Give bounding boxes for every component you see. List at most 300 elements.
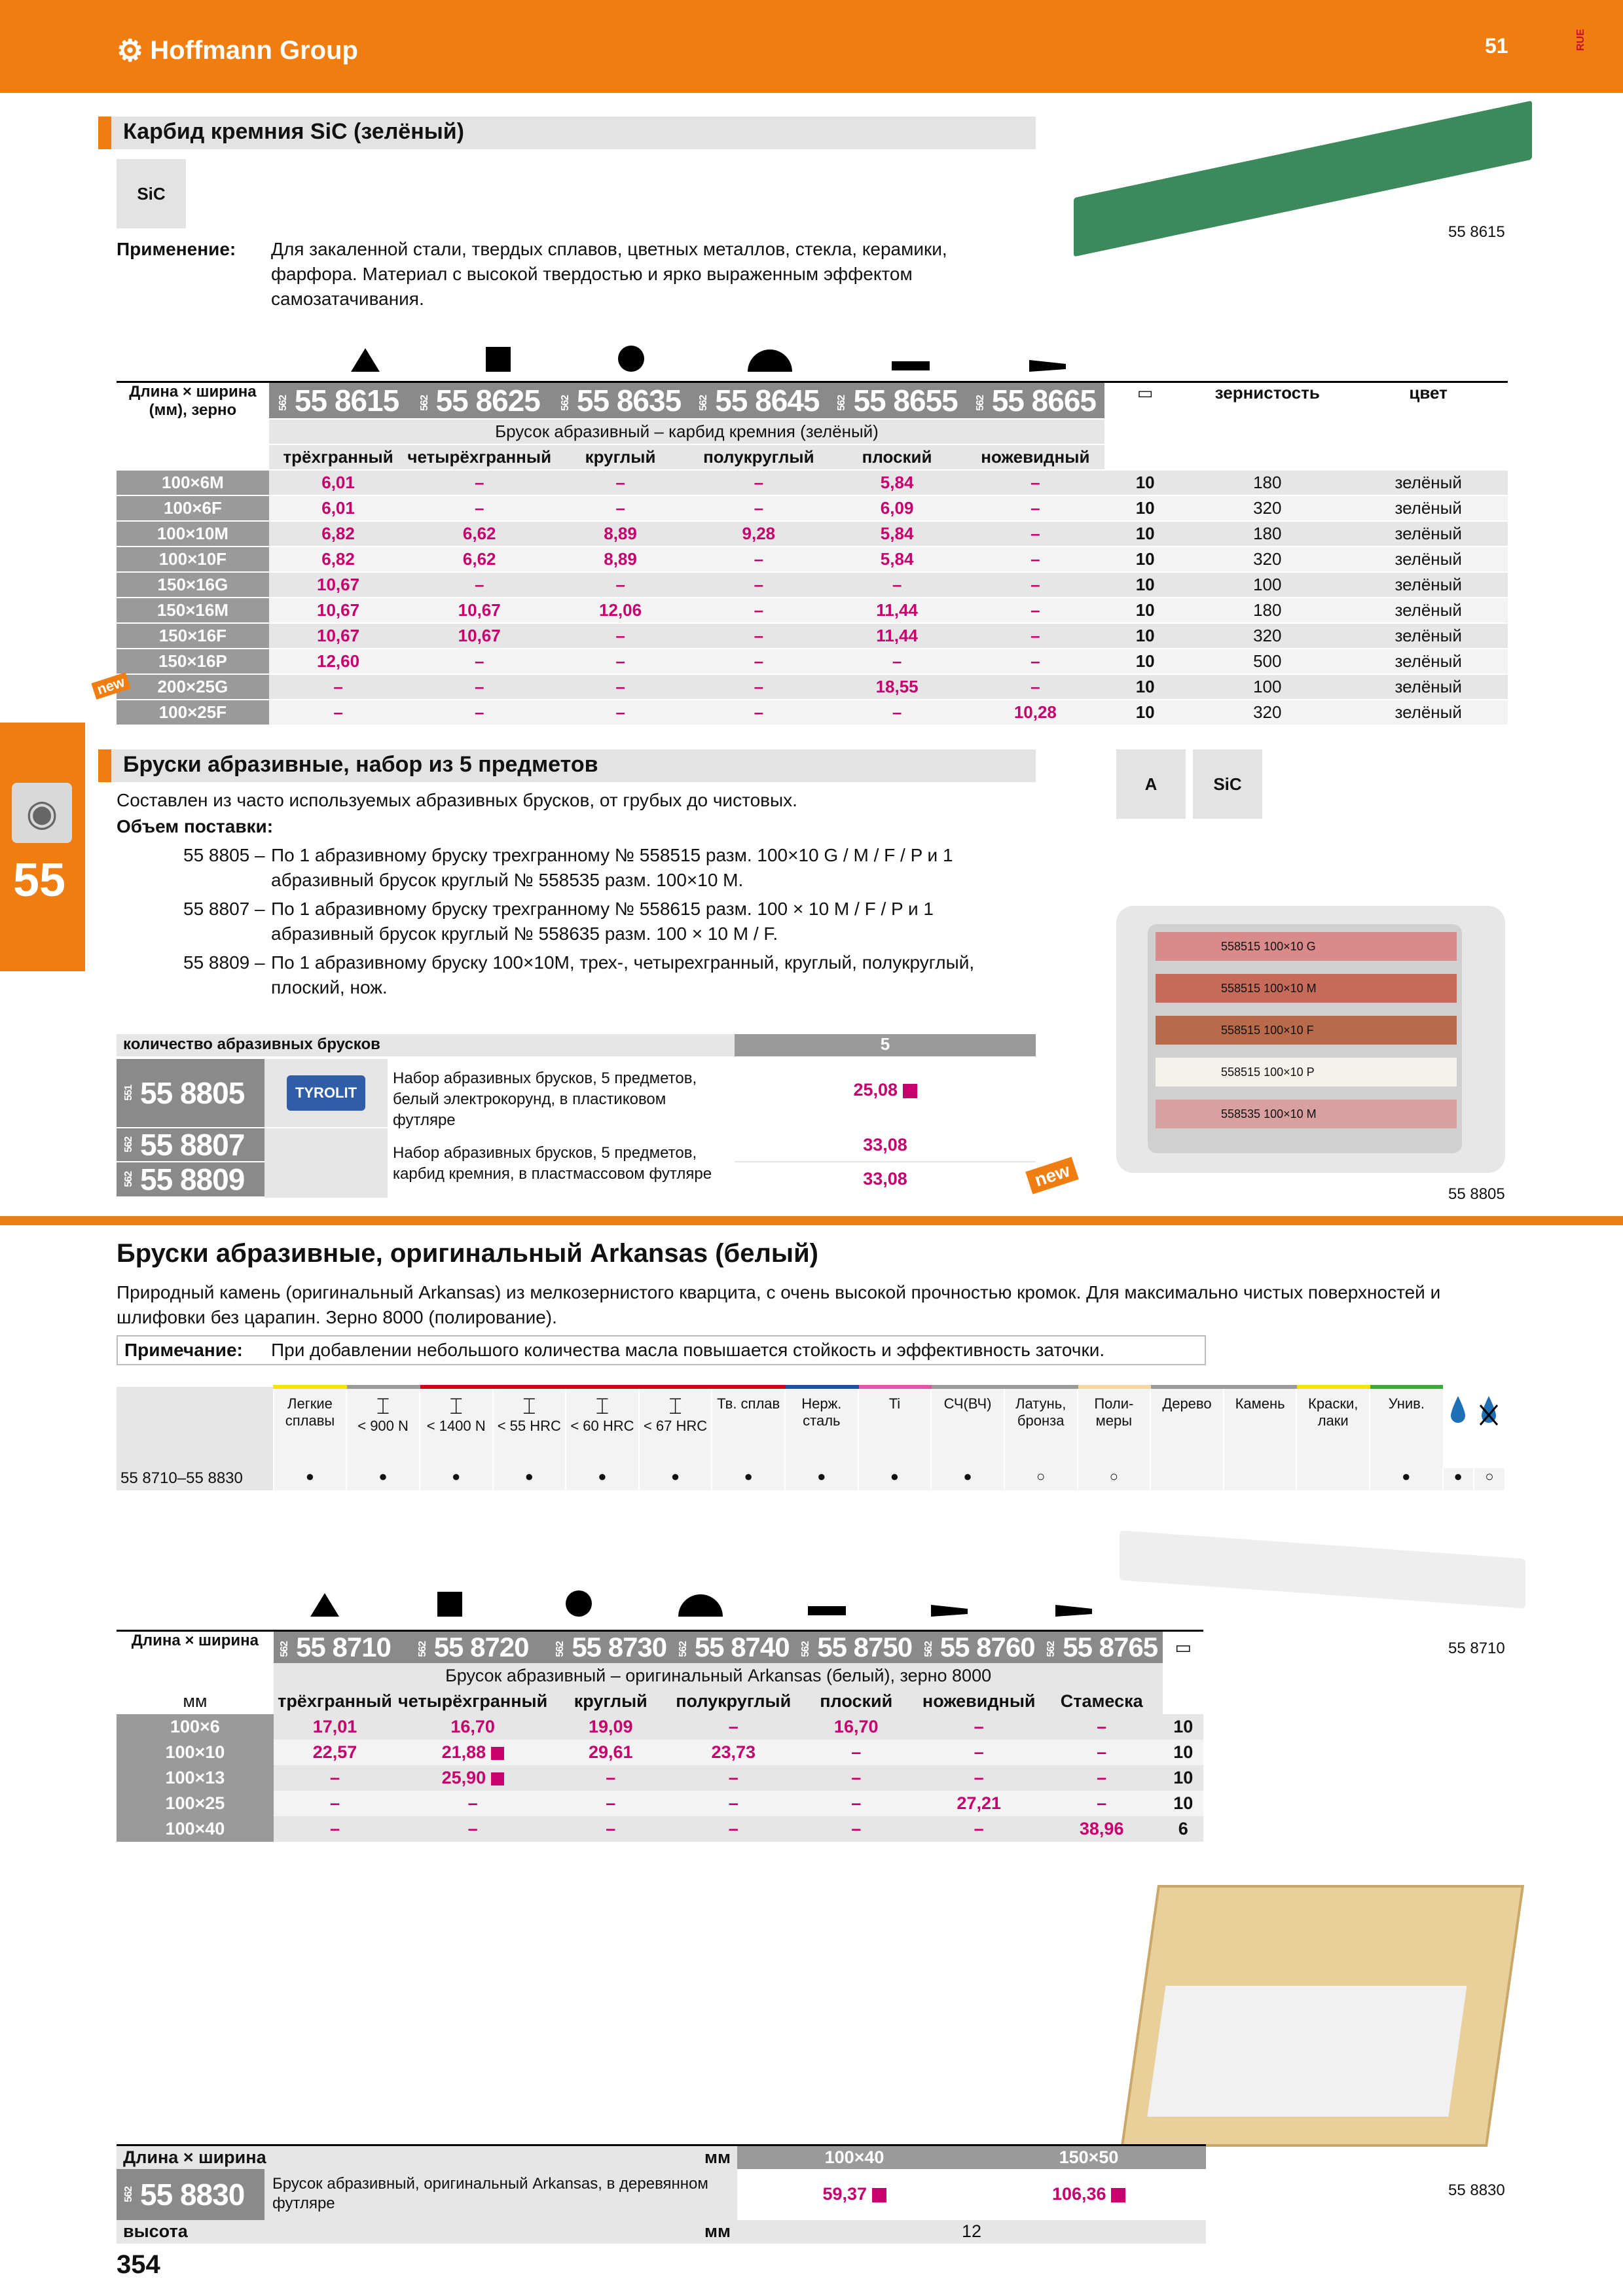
material-suitability-table xyxy=(117,1385,1504,1490)
price-cell: 8,89 xyxy=(551,521,689,547)
table-row[interactable] xyxy=(117,521,1508,547)
grit-cell: 500 xyxy=(1186,649,1349,674)
shape-label: полукруглый xyxy=(689,444,828,470)
stone-label: 558515 100×10 P xyxy=(1156,1058,1457,1086)
code-cell[interactable]: 562 55 8625 xyxy=(407,382,551,420)
qty-cell: 10 xyxy=(1104,572,1186,598)
shape-label: круглый xyxy=(551,444,689,470)
table-row[interactable] xyxy=(117,1816,1203,1842)
grit-cell: 180 xyxy=(1186,470,1349,495)
price-cell: – xyxy=(966,649,1105,674)
arkansas-product-table xyxy=(117,1630,1203,1842)
code-cell[interactable]: 562 55 8740 xyxy=(672,1631,794,1664)
brand-mark-icon: ⚙ xyxy=(117,33,144,67)
price-cell: – xyxy=(966,572,1105,598)
price-cell: – xyxy=(828,700,966,725)
suitability-mark: ● xyxy=(1370,1468,1443,1490)
size-header: 150×50 xyxy=(972,2145,1206,2169)
unit-label: мм xyxy=(704,2221,731,2241)
suitability-mark: ● xyxy=(420,1468,493,1490)
table-row[interactable] xyxy=(117,674,1508,700)
code-cell[interactable]: 562 55 8830 xyxy=(117,2169,264,2220)
suitability-mark xyxy=(1296,1468,1370,1490)
new-badge: new xyxy=(91,672,130,700)
price-cell: – xyxy=(1040,1714,1163,1740)
arkansas-stone-photo xyxy=(1120,1530,1525,1608)
case-desc: Брусок абразивный, оригинальный Arkansas, в деревянном футляре xyxy=(264,2169,737,2220)
qty-cell: 10 xyxy=(1104,649,1186,674)
price-cell: – xyxy=(795,1816,917,1842)
chisel-shape-icon xyxy=(1055,1605,1092,1617)
grit-cell: 320 xyxy=(1186,547,1349,572)
color-cell: зелёный xyxy=(1349,495,1508,521)
price-cell: – xyxy=(917,1714,1040,1740)
application-text: Для закаленной стали, твердых сплавов, цветных металлов, стекла, керамики, фарфора. Материал с высокой твердостью и ярко выраженным эффектом самозатачивания. xyxy=(271,239,947,309)
price-cell: – xyxy=(672,1791,794,1816)
size-cell: 100×13 xyxy=(117,1765,274,1791)
price-cell: 16,70 xyxy=(396,1714,549,1740)
size-cell: 100×6M xyxy=(117,470,269,495)
photo-code-558830: 55 8830 xyxy=(1448,2181,1505,2199)
grit-cell: 100 xyxy=(1186,572,1349,598)
price-cell: 6,62 xyxy=(407,547,551,572)
material-column: ⌶ < 1400 N xyxy=(420,1387,493,1468)
price-cell: 21,88 xyxy=(396,1740,549,1765)
table-row[interactable] xyxy=(117,623,1508,649)
price-cell: – xyxy=(672,1816,794,1842)
price-marker-icon xyxy=(903,1084,917,1098)
price-cell: – xyxy=(689,495,828,521)
color-cell: зелёный xyxy=(1349,674,1508,700)
region-code: RUE xyxy=(1575,29,1586,51)
price-cell: 19,09 xyxy=(549,1714,672,1740)
steel-profile-icon: ⌶ xyxy=(668,1394,682,1419)
price-cell: – xyxy=(396,1816,549,1842)
grit-cell: 180 xyxy=(1186,598,1349,623)
price-cell: – xyxy=(549,1765,672,1791)
price-cell: – xyxy=(966,674,1105,700)
price-marker-icon xyxy=(1111,2188,1125,2202)
table-row[interactable] xyxy=(117,649,1508,674)
price-cell: – xyxy=(966,521,1105,547)
section-title-sic: Карбид кремния SiC (зелёный) xyxy=(98,117,1036,149)
suitability-mark: ● xyxy=(274,1468,347,1490)
material-column: Латунь, бронза xyxy=(1004,1387,1078,1468)
code-cell[interactable]: 562 55 8760 xyxy=(917,1631,1040,1664)
code-cell[interactable]: 551 55 8805 xyxy=(117,1059,264,1127)
pack-icon: ▭ xyxy=(1175,1637,1192,1657)
suitability-mark xyxy=(1150,1468,1224,1490)
wooden-case-photo xyxy=(1121,1885,1524,2147)
note-box xyxy=(117,1335,1206,1365)
sic-product-table xyxy=(95,381,1508,726)
price-cell: – xyxy=(689,470,828,495)
price-cell: – xyxy=(966,470,1105,495)
size-cell: 150×16P xyxy=(117,649,269,674)
sic-subheader: Брусок абразивный – карбид кремния (зелёный) xyxy=(269,419,1104,444)
price-cell: – xyxy=(1040,1740,1163,1765)
color-cell: зелёный xyxy=(1349,547,1508,572)
table-row[interactable] xyxy=(117,547,1508,572)
price-cell: 10,67 xyxy=(269,623,408,649)
code-cell[interactable]: 562 55 8645 xyxy=(689,382,828,420)
price-cell: – xyxy=(551,649,689,674)
mat-row-label: 55 8710–55 8830 xyxy=(117,1468,274,1490)
material-column: Дерево xyxy=(1150,1387,1224,1468)
qty-cell: 10 xyxy=(1104,521,1186,547)
oil-drop-icon xyxy=(1443,1387,1474,1468)
scope-list xyxy=(183,843,989,1000)
qty-cell: 10 xyxy=(1104,700,1186,725)
price-cell: – xyxy=(795,1791,917,1816)
price-cell: – xyxy=(689,547,828,572)
price-cell: 22,57 xyxy=(274,1740,396,1765)
case-table xyxy=(117,2144,1206,2244)
material-column: Поли- меры xyxy=(1078,1387,1151,1468)
price-cell: – xyxy=(966,598,1105,623)
price-cell: – xyxy=(689,598,828,623)
size-cell: 100×10 xyxy=(117,1740,274,1765)
size-cell: new 200×25G xyxy=(117,674,269,700)
chapter-tab[interactable] xyxy=(0,723,85,971)
application-label: Применение: xyxy=(117,239,236,259)
shape-label: плоский xyxy=(820,1691,893,1711)
price-cell: – xyxy=(689,572,828,598)
color-cell: зелёный xyxy=(1349,700,1508,725)
price-cell: – xyxy=(274,1791,396,1816)
size-header: Длина × ширина (мм), зерно xyxy=(117,382,269,471)
steel-profile-icon: ⌶ xyxy=(449,1394,463,1419)
square-shape-icon xyxy=(437,1592,462,1617)
size-cell: 150×16G xyxy=(117,572,269,598)
price-cell: – xyxy=(407,674,551,700)
table-row[interactable] xyxy=(117,598,1508,623)
suitability-mark: ○ xyxy=(1078,1468,1151,1490)
size-cell: 150×16M xyxy=(117,598,269,623)
table-row[interactable] xyxy=(117,470,1508,495)
material-column: Ti xyxy=(858,1387,932,1468)
grit-header: зернистость xyxy=(1186,382,1349,471)
code-cell[interactable]: 562 55 8730 xyxy=(549,1631,672,1664)
price-cell: – xyxy=(551,623,689,649)
qty-value: 5 xyxy=(735,1034,1036,1056)
material-chip-sic: SiC xyxy=(117,159,186,228)
suitability-mark: ● xyxy=(1443,1468,1474,1490)
stone-label: 558515 100×10 M xyxy=(1156,974,1457,1003)
code-cell[interactable]: 562 55 8665 xyxy=(966,382,1105,420)
price-cell: 9,28 xyxy=(689,521,828,547)
code-cell[interactable]: 562 55 8720 xyxy=(396,1631,549,1664)
set-case-photo xyxy=(1116,906,1505,1173)
no-oil-icon xyxy=(1474,1387,1504,1468)
price-cell: – xyxy=(966,547,1105,572)
price-cell: – xyxy=(407,649,551,674)
suitability-mark xyxy=(1224,1468,1297,1490)
brand-logo[interactable] xyxy=(117,33,358,68)
shape-icons-row xyxy=(270,340,1140,380)
shape-label: Стамеска xyxy=(1060,1691,1143,1711)
size-cell: 100×40 xyxy=(117,1816,274,1842)
scope-item: 55 8809 – По 1 абразивному бруску 100×10M, трех-, четырехгранный, круглый, полукруглый, плоский, нож. xyxy=(183,952,975,997)
qty-cell: 10 xyxy=(1104,598,1186,623)
stone-label: 558515 100×10 G xyxy=(1156,932,1457,961)
size-cell: 100×25F xyxy=(117,700,269,725)
price-cell: – xyxy=(551,700,689,725)
height-value: 12 xyxy=(737,2220,1206,2244)
price-cell: – xyxy=(795,1765,917,1791)
qty-cell: 6 xyxy=(1163,1816,1203,1842)
price-cell: – xyxy=(828,572,966,598)
knife-shape-icon xyxy=(931,1605,968,1617)
shape-label: ножевидный xyxy=(922,1691,1036,1711)
code-cell[interactable]: 562 55 8765 xyxy=(1040,1631,1163,1664)
grinding-wheel-icon: ◉ xyxy=(12,783,72,843)
material-column: Унив. xyxy=(1370,1387,1443,1468)
brand-name: Hoffmann Group xyxy=(150,35,358,65)
height-label: высота xyxy=(123,2221,188,2241)
price-cell: – xyxy=(966,495,1105,521)
material-column: Нерж. сталь xyxy=(785,1387,858,1468)
qty-cell: 10 xyxy=(1163,1740,1203,1765)
flat-shape-icon xyxy=(808,1606,846,1615)
price-cell: – xyxy=(549,1816,672,1842)
suitability-mark: ● xyxy=(785,1468,858,1490)
price-cell: – xyxy=(672,1765,794,1791)
price-cell: 10,67 xyxy=(407,598,551,623)
qty-cell: 10 xyxy=(1163,1791,1203,1816)
price-cell: – xyxy=(551,495,689,521)
new-badge: new xyxy=(1025,1157,1079,1194)
price-cell: 6,62 xyxy=(407,521,551,547)
table-row[interactable] xyxy=(117,700,1508,725)
unit-label: мм xyxy=(117,1689,274,1714)
unit-label: мм xyxy=(704,2147,731,2167)
color-cell: зелёный xyxy=(1349,572,1508,598)
material-column: ⌶ < 900 N xyxy=(346,1387,420,1468)
price-cell: 12,60 xyxy=(269,649,408,674)
suitability-mark: ○ xyxy=(1474,1468,1504,1490)
price-cell: 6,82 xyxy=(269,521,408,547)
set-desc: Набор абразивных брусков, 5 предметов, белый электрокорунд, в пластиковом футляре xyxy=(393,1069,697,1129)
color-cell: зелёный xyxy=(1349,598,1508,623)
price-cell: – xyxy=(672,1714,794,1740)
qty-cell: 10 xyxy=(1163,1714,1203,1740)
price-cell: 27,21 xyxy=(917,1791,1040,1816)
steel-profile-icon: ⌶ xyxy=(376,1394,390,1419)
chapter-number: 55 xyxy=(13,854,66,906)
price-cell: 6,01 xyxy=(269,470,408,495)
price-cell: – xyxy=(917,1816,1040,1842)
color-cell: зелёный xyxy=(1349,470,1508,495)
photo-code-558615: 55 8615 xyxy=(1448,223,1505,241)
shape-label: плоский xyxy=(828,444,966,470)
shape-label: трёхгранный xyxy=(278,1691,392,1711)
pack-icon: ▭ xyxy=(1104,382,1186,471)
shape-label: трёхгранный xyxy=(269,444,408,470)
price-cell: 5,84 xyxy=(828,521,966,547)
price-cell: – xyxy=(966,623,1105,649)
tyrolit-brand-logo: TYROLIT xyxy=(287,1075,365,1111)
code-cell[interactable]: 562 55 8710 xyxy=(274,1631,396,1664)
page-number: 51 xyxy=(1485,34,1508,58)
size-cell: 150×16F xyxy=(117,623,269,649)
price-cell: 8,89 xyxy=(551,547,689,572)
steel-profile-icon: ⌶ xyxy=(595,1394,610,1419)
price-cell: 6,82 xyxy=(269,547,408,572)
price-cell: 16,70 xyxy=(795,1714,917,1740)
qty-cell: 10 xyxy=(1163,1765,1203,1791)
table-row[interactable] xyxy=(117,1765,1203,1791)
photo-code-558710: 55 8710 xyxy=(1448,1640,1505,1657)
set-intro: Составлен из часто используемых абразивных брусков, от грубых до чистовых. xyxy=(117,790,797,810)
triangle-shape-icon xyxy=(310,1593,339,1617)
price-cell: 25,90 xyxy=(396,1765,549,1791)
section-title-set: Бруски абразивные, набор из 5 предметов xyxy=(98,749,1036,782)
code-cell[interactable]: 562 55 8635 xyxy=(551,382,689,420)
price-cell: – xyxy=(917,1765,1040,1791)
price-cell: 29,61 xyxy=(549,1740,672,1765)
material-column: Тв. сплав xyxy=(712,1387,785,1468)
table-row[interactable] xyxy=(117,572,1508,598)
price-cell: 5,84 xyxy=(828,470,966,495)
arkansas-shape-icons-row xyxy=(270,1585,1140,1624)
price-cell: 11,44 xyxy=(828,598,966,623)
price-cell: – xyxy=(828,649,966,674)
size-header: Длина × ширина xyxy=(131,1632,259,1649)
table-row[interactable] xyxy=(117,1791,1203,1816)
size-cell: 100×6F xyxy=(117,495,269,521)
price-cell: – xyxy=(1040,1791,1163,1816)
material-column: Краски, лаки xyxy=(1296,1387,1370,1468)
code-cell[interactable]: 562 55 8615 xyxy=(269,382,408,420)
price-cell: – xyxy=(407,470,551,495)
price-cell: 38,96 xyxy=(1040,1816,1163,1842)
set-rows-558807-558809[interactable] xyxy=(117,1128,1036,1198)
price-cell: 33,08 xyxy=(863,1169,907,1189)
set-desc: Набор абразивных брусков, 5 предметов, карбид кремния, в пластмассовом футляре xyxy=(393,1144,712,1183)
dim-label: Длина × ширина xyxy=(123,2147,266,2167)
size-cell: 100×10F xyxy=(117,547,269,572)
suitability-mark: ● xyxy=(712,1468,785,1490)
suitability-mark: ○ xyxy=(1004,1468,1078,1490)
material-column: Камень xyxy=(1224,1387,1297,1468)
scope-item: 55 8805 – По 1 абразивному бруску трехгранному № 558515 разм. 100×10 G / M / F / P и 1 абразивный брусок круглый № 558535 разм. 100×10 M. xyxy=(183,845,953,890)
size-cell: 100×25 xyxy=(117,1791,274,1816)
suitability-mark: ● xyxy=(493,1468,566,1490)
price-cell: 10,28 xyxy=(966,700,1105,725)
qty-cell: 10 xyxy=(1104,470,1186,495)
triangle-shape-icon xyxy=(351,348,380,372)
stone-label: 558515 100×10 F xyxy=(1156,1016,1457,1045)
grit-cell: 320 xyxy=(1186,623,1349,649)
code-cell[interactable]: 562 55 8750 xyxy=(795,1631,917,1664)
price-cell: – xyxy=(1040,1765,1163,1791)
table-row[interactable] xyxy=(117,1714,1203,1740)
section-title-arkansas: Бруски абразивные, оригинальный Arkansas (белый) xyxy=(117,1239,818,1268)
material-column: ⌶ < 67 HRC xyxy=(639,1387,712,1468)
halfround-shape-icon xyxy=(678,1594,723,1617)
shape-label: полукруглый xyxy=(676,1691,792,1711)
price-cell: 23,73 xyxy=(672,1740,794,1765)
set-qty-row xyxy=(117,1034,1036,1056)
code-cell[interactable]: 562 55 8807 xyxy=(117,1128,264,1162)
price-cell: 12,06 xyxy=(551,598,689,623)
price-cell: 10,67 xyxy=(269,572,408,598)
note-text: При добавлении небольшого количества масла повышается стойкость и эффективность заточки. xyxy=(271,1340,1105,1360)
price-cell: – xyxy=(274,1765,396,1791)
qty-cell: 10 xyxy=(1104,495,1186,521)
price-cell: 6,01 xyxy=(269,495,408,521)
price-cell: – xyxy=(689,649,828,674)
color-cell: зелёный xyxy=(1349,521,1508,547)
price-cell: – xyxy=(407,495,551,521)
price-cell: – xyxy=(269,700,408,725)
flat-shape-icon xyxy=(892,361,930,370)
shape-label: круглый xyxy=(574,1691,647,1711)
material-chip-a: A xyxy=(1116,749,1186,819)
price-cell: 10,67 xyxy=(407,623,551,649)
footer-page-number: 354 xyxy=(117,2250,160,2279)
qty-label: количество абразивных брусков xyxy=(117,1034,735,1056)
price-cell: 6,09 xyxy=(828,495,966,521)
price-cell: – xyxy=(551,674,689,700)
color-cell: зелёный xyxy=(1349,649,1508,674)
grit-cell: 320 xyxy=(1186,700,1349,725)
price-marker-icon xyxy=(491,1747,504,1760)
suitability-mark: ● xyxy=(346,1468,420,1490)
price-cell: 5,84 xyxy=(828,547,966,572)
qty-cell: 10 xyxy=(1104,547,1186,572)
code-cell[interactable]: 562 55 8655 xyxy=(828,382,966,420)
knife-shape-icon xyxy=(1029,360,1066,372)
shape-label: ножевидный xyxy=(966,444,1105,470)
price-cell: 17,01 xyxy=(274,1714,396,1740)
price-marker-icon xyxy=(491,1772,504,1785)
price-cell: 11,44 xyxy=(828,623,966,649)
suitability-mark: ● xyxy=(639,1468,712,1490)
photo-code-558805: 55 8805 xyxy=(1448,1185,1505,1203)
price-cell: – xyxy=(689,623,828,649)
price-cell: 18,55 xyxy=(828,674,966,700)
halfround-shape-icon xyxy=(748,350,792,372)
price-cell: – xyxy=(396,1791,549,1816)
price-cell: – xyxy=(551,572,689,598)
square-shape-icon xyxy=(486,347,511,372)
qty-cell: 10 xyxy=(1104,623,1186,649)
steel-profile-icon: ⌶ xyxy=(522,1394,536,1419)
price-cell: – xyxy=(407,572,551,598)
set-row-558805[interactable] xyxy=(117,1059,1036,1128)
color-header: цвет xyxy=(1349,382,1508,471)
table-row[interactable] xyxy=(117,495,1508,521)
round-shape-icon xyxy=(566,1590,592,1617)
material-column: СЧ(ВЧ) xyxy=(931,1387,1004,1468)
price-cell: – xyxy=(689,674,828,700)
qty-cell: 10 xyxy=(1104,674,1186,700)
section-divider xyxy=(0,1216,1623,1225)
price-cell: – xyxy=(274,1816,396,1842)
grit-cell: 180 xyxy=(1186,521,1349,547)
price-cell: 106,36 xyxy=(972,2169,1206,2220)
code-cell[interactable]: 562 55 8809 xyxy=(117,1162,264,1196)
price-cell: – xyxy=(917,1740,1040,1765)
grit-cell: 100 xyxy=(1186,674,1349,700)
price-cell: 33,08 xyxy=(735,1128,1036,1162)
price-cell: – xyxy=(549,1791,672,1816)
shape-label: четырёхгранный xyxy=(407,444,551,470)
table-row[interactable] xyxy=(117,1740,1203,1765)
size-cell: 100×10M xyxy=(117,521,269,547)
